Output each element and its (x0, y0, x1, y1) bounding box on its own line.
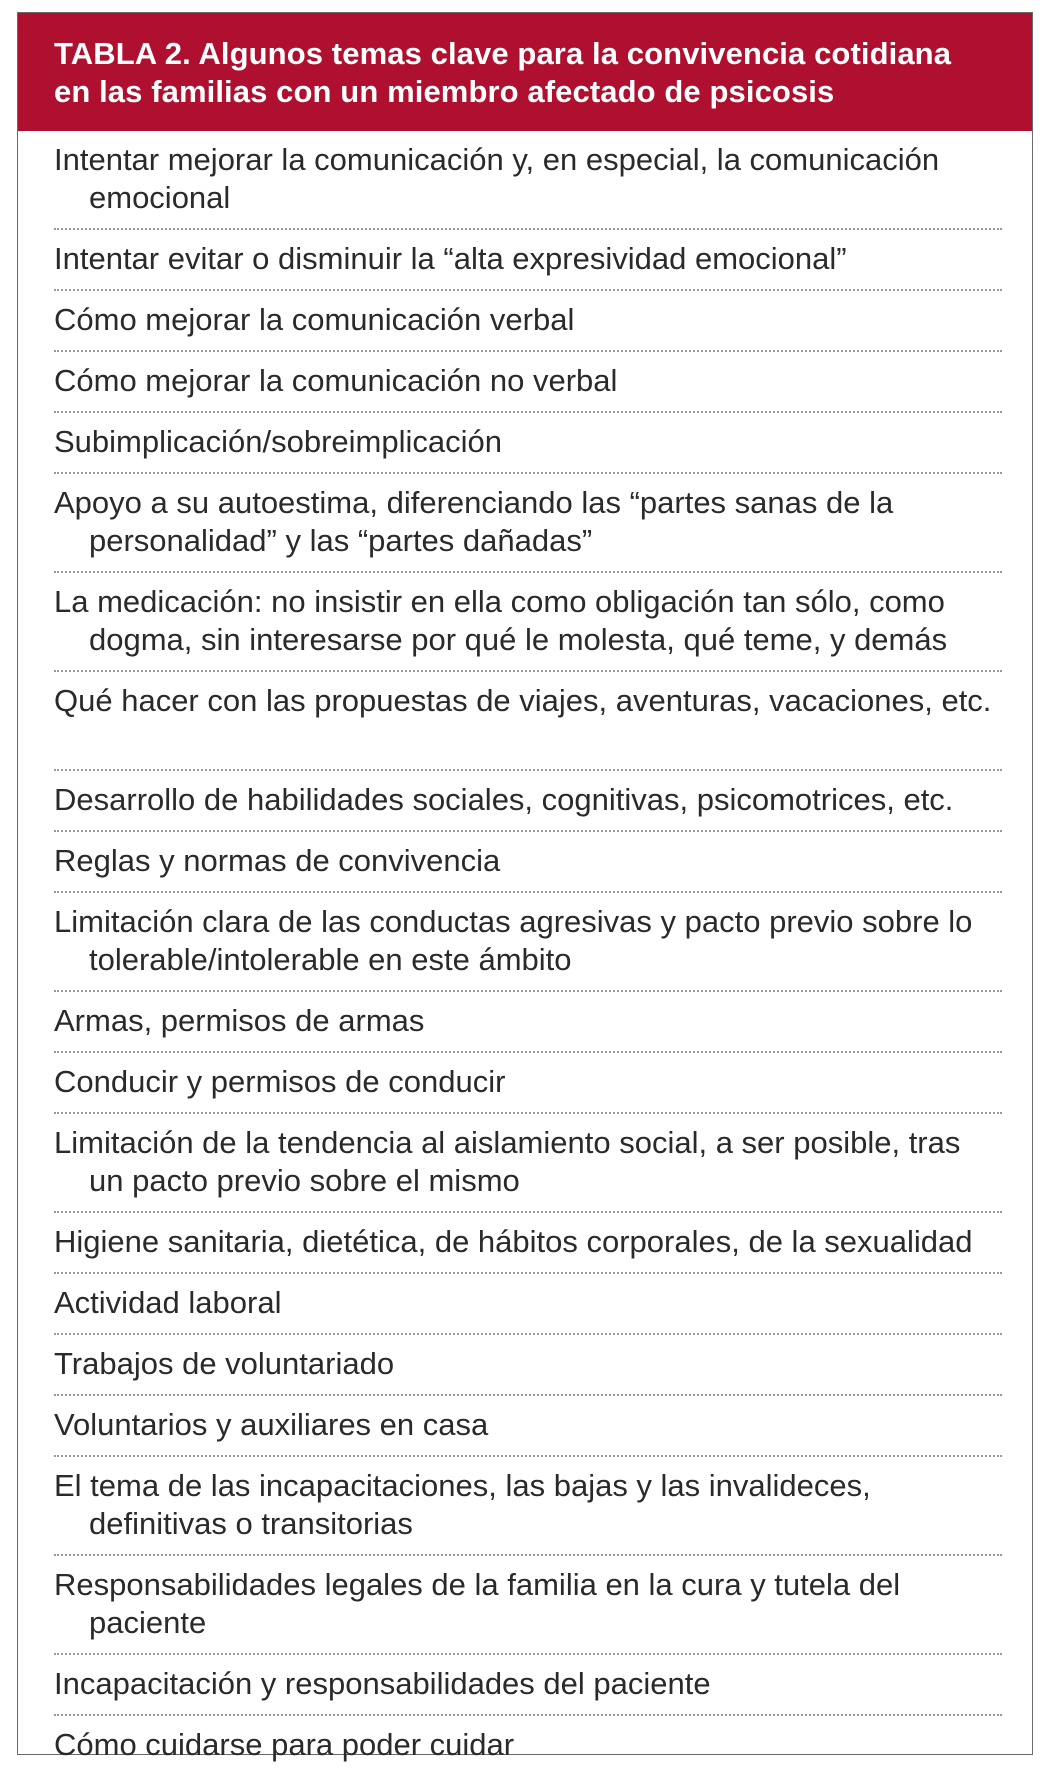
table-row: Cómo cuidarse para poder cuidar (54, 1727, 515, 1762)
table-row: Armas, permisos de armas (54, 992, 1002, 1053)
table-row: Higiene sanitaria, dietética, de hábitos corporales, de la sexualidad (54, 1213, 1002, 1274)
table-row: Desarrollo de habilidades sociales, cognitivas, psicomotrices, etc. (54, 771, 1002, 832)
table-body (18, 131, 1032, 1777)
table-row: Incapacitación y responsabilidades del paciente (54, 1655, 1002, 1716)
table-row: Trabajos de voluntariado (54, 1335, 1002, 1396)
table-row: Qué hacer con las propuestas de viajes, aventuras, vacaciones, etc. (54, 672, 1002, 771)
table-row: Voluntarios y auxiliares en casa (54, 1396, 1002, 1457)
table-row: Limitación clara de las conductas agresivas y pacto previo sobre lo tolerable/intolerable en este ámbito (54, 893, 1002, 992)
topics-table (17, 12, 1033, 1762)
table-row: Conducir y permisos de conducir (54, 1053, 1002, 1114)
table-header (18, 13, 1032, 131)
table-row: Reglas y normas de convivencia (54, 832, 1002, 893)
table-row: El tema de las incapacitaciones, las bajas y las invalideces, definitivas o transitorias (54, 1457, 1002, 1556)
table-row: La medicación: no insistir en ella como obligación tan sólo, como dogma, sin interesarse por qué le molesta, qué teme, y demás (54, 573, 1002, 672)
table-title-line1: TABLA 2. Algunos temas clave para la convivencia cotidiana (54, 36, 952, 71)
table-row: Apoyo a su autoestima, diferenciando las “partes sanas de la personalidad” y las “partes dañadas” (54, 474, 1002, 573)
table-row: Intentar mejorar la comunicación y, en especial, la comunicación emocional (54, 131, 1002, 230)
table-row: Cómo mejorar la comunicación verbal (54, 291, 1002, 352)
table-row: Limitación de la tendencia al aislamiento social, a ser posible, tras un pacto previo sobre el mismo (54, 1114, 1002, 1213)
table-title-line2: en las familias con un miembro afectado de psicosis (54, 74, 835, 109)
table-row: Intentar evitar o disminuir la “alta expresividad emocional” (54, 230, 1002, 291)
table-row: Subimplicación/sobreimplicación (54, 413, 1002, 474)
table-row: Responsabilidades legales de la familia en la cura y tutela del paciente (54, 1556, 1002, 1655)
table-row: Actividad laboral (54, 1274, 1002, 1335)
table-row: Cómo mejorar la comunicación no verbal (54, 352, 1002, 413)
